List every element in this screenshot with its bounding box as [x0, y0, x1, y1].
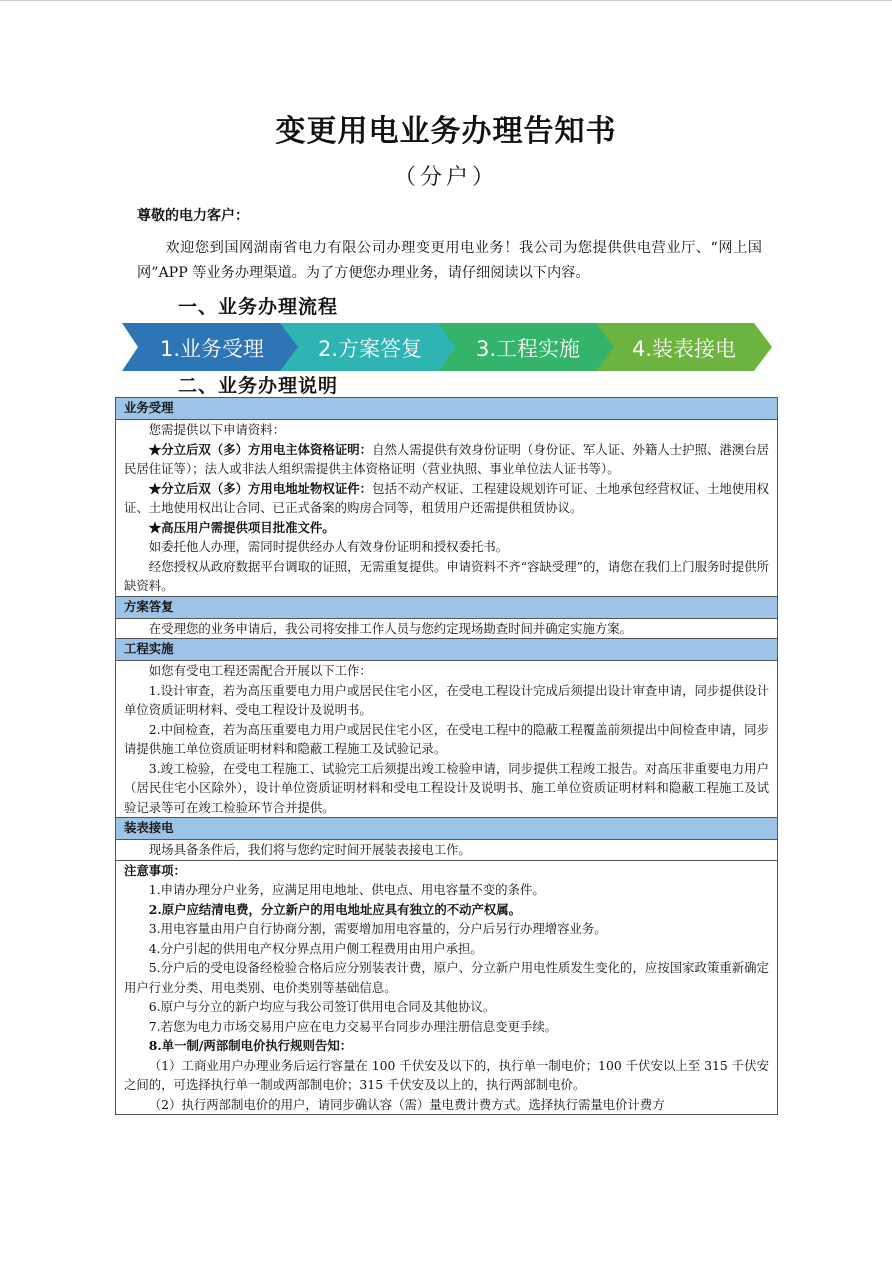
section1-heading: 一、业务办理流程 [178, 296, 339, 318]
acceptance-item-property: ★分立后双（多）方用电地址物权证件：包括不动产权证、工程建设规划许可证、土地承包经营权证、土地使用权证、土地使用权出让合同、已正式备案的购房合同等，租赁用户还需提供租赁协议。 [124, 480, 770, 515]
acceptance-header: 业务受理 [116, 398, 778, 420]
construction-item-mid-inspection: 2.中间检查，若为高压重要电力用户或居民住宅小区，在受电工程中的隐蔽工程覆盖前须提出中间检查申请，同步请提供施工单位资质证明材料和隐蔽工程施工及试验记录。 [124, 721, 769, 756]
acceptance-item-approval: ★高压用户需提供项目批准文件。 [148, 519, 335, 535]
intro-paragraph: 欢迎您到国网湖南省电力有限公司办理变更用电业务！我公司为您提供供电营业厅、“网上国网”APP 等业务办理渠道。为了方便您办理业务，请仔细阅读以下内容。 [137, 240, 762, 281]
acceptance-item-identity: ★分立后双（多）方用电主体资格证明：自然人需提供有效身份证明（身份证、军人证、外籍人士护照、港澳台居民居住证等）；法人或非法人组织需提供主体资格证明（营业执照、事业单位法人证书等）。 [124, 441, 770, 476]
notes-item: 6.原户与分立的新户均应与我公司签订供用电合同及其他协议。 [148, 999, 496, 1014]
acceptance-lead: 您需提供以下申请资料： [148, 422, 286, 437]
process-step-3-label: 3.工程实施 [475, 337, 581, 361]
construction-header: 工程实施 [116, 639, 778, 661]
notes-item8-sub2: （2）执行两部制电价的用户，请同步确认容（需）量电费计费方式。选择执行需量电价计费方 [148, 1096, 665, 1112]
process-step-2-label: 2.方案答复 [317, 337, 423, 361]
construction-lead: 如您有受电工程还需配合开展以下工作： [148, 663, 372, 678]
acceptance-missing-docs-note: 经您授权从政府数据平台调取的证照，无需重复提供。申请资料不齐“容缺受理”的，请您在我们上门服务时提供所缺资料。 [124, 558, 769, 593]
construction-item-design-review: 1.设计审查，若为高压重要电力用户或居民住宅小区，在受电工程设计完成后须提出设计审查申请，同步提供设计单位资质证明材料、受电工程设计及说明书。 [124, 682, 769, 717]
notes-item: 4.分户引起的供用电产权分界点用户侧工程费用由用户承担。 [148, 940, 483, 956]
plan-content [116, 618, 778, 639]
section2-heading: 二、业务办理说明 [178, 375, 339, 397]
process-step-4 [596, 323, 772, 371]
construction-content [116, 661, 778, 818]
process-step-2 [280, 323, 460, 371]
notes-item8-title: 8.单一制/两部制电价执行规则告知： [148, 1038, 353, 1053]
notes-header: 注意事项： [124, 862, 186, 878]
metering-header: 装表接电 [116, 818, 778, 840]
notes-item8-sub1: （1）工商业用户办理业务后运行容量在 100 千伏安及以下的，执行单一制电价；100 千伏安以上至 315 千伏安之间的，可选择执行单一制或两部制电价；315 千伏安及以上的，执行两部制电价。 [124, 1057, 769, 1092]
notes-content [116, 860, 778, 1115]
notes-item: 5.分户后的受电设备经检验合格后应分别装表计费，原户、分立新户用电性质发生变化的，应按国家政策重新确定用户行业分类、用电类别、电价类别等基础信息。 [124, 960, 769, 995]
notes-item: 1.申请办理分户业务，应满足用电地址、供电点、用电容量不变的条件。 [148, 882, 545, 897]
page-top-border [0, 0, 892, 1]
notes-item: 3.用电容量由用户自行协商分割，需要增加用电容量的，分户后另行办理增容业务。 [148, 921, 607, 936]
process-step-3 [438, 323, 618, 371]
construction-item-final-inspection: 3.竣工检验，在受电工程施工、试验完工后须提出竣工检验申请，同步提供工程竣工报告。对高压非重要电力用户（居民住宅小区除外），设计单位资质证明材料和受电工程设计及说明书、施工单位资质证明材料和隐蔽工程施工及试验记录等可在竣工检验环节合并提供。 [124, 760, 769, 815]
process-step-1-label: 1.业务受理 [159, 337, 265, 361]
process-flow [122, 323, 772, 371]
plan-text: 在受理您的业务申请后，我公司将安排工作人员与您约定现场勘查时间并确定实施方案。 [148, 620, 633, 636]
process-step-4-label: 4.装表接电 [631, 337, 737, 361]
acceptance-content [116, 420, 778, 597]
metering-text: 现场具备条件后，我们将与您约定时间开展装表接电工作。 [148, 842, 471, 857]
document-subtitle: （分户） [393, 165, 498, 190]
acceptance-proxy-note: 如委托他人办理，需同时提供经办人有效身份证明和授权委托书。 [148, 539, 509, 554]
notes-item: 2.原户应结清电费，分立新户的用电地址应具有独立的不动产权属。 [148, 901, 522, 917]
notes-item: 7.若您为电力市场交易用户应在电力交易平台同步办理注册信息变更手续。 [148, 1018, 558, 1034]
plan-header: 方案答复 [116, 596, 778, 618]
document-title: 变更用电业务办理告知书 [275, 114, 617, 149]
process-step-1 [122, 323, 302, 371]
greeting: 尊敬的电力客户： [137, 208, 249, 224]
business-instructions-table [115, 397, 778, 1115]
metering-content [116, 840, 778, 861]
